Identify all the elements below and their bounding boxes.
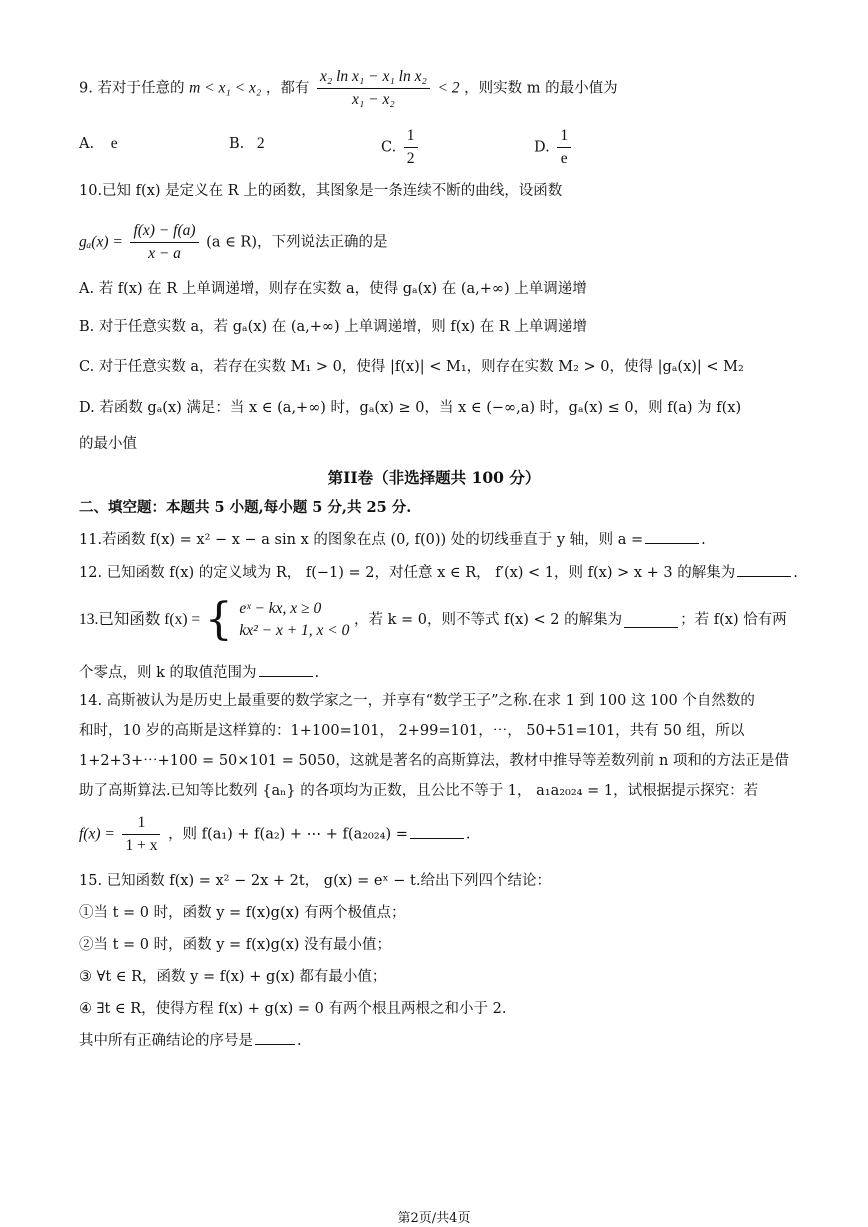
page-number: 第2页/共4页 xyxy=(397,1211,471,1226)
question-9: 9. 若对于任意的 m < x₁ < x₂ ，都有 $\frac{\text{x₂ ln x₁ − x₁ ln x₂}}{\text{x₁ − x₂}}$ < 2 ，则实数 m 的最小值为 xyxy=(79,68,618,108)
question-13-cont: 个零点，则 k 的取值范围为 . xyxy=(79,662,798,684)
q10-option-b: B. 对于任意实数 a，若 gₐ(x) 在 (a,+∞) 上单调递增，则 f(x) 在 R 上单调递增 xyxy=(79,319,587,335)
answer-blank xyxy=(255,1030,295,1045)
question-13: 13.已知函数 f(x) = { eˣ − kx, x ≥ 0 kx² − x + 1, x < 0 ，若 k = 0，则不等式 f(x) < 2 的解集为 ；若 f(x) 恰有两 xyxy=(79,594,787,645)
q9-option-d: D. $\frac{1}{e}$ xyxy=(534,127,574,168)
answer-blank xyxy=(410,824,464,839)
question-14-line1: 14. 高斯被认为是历史上最重要的数学家之一，并享有“数学王子”之称.在求 1 到 100 这 100 个自然数的 xyxy=(79,693,755,709)
question-10-definition: gₐ(x) = $\frac{f(x) - f(a)}{x - a}$ (a ∈ R)，下列说法正确的是 xyxy=(79,222,388,262)
answer-blank xyxy=(645,529,699,544)
question-14-line2: 和时，10 岁的高斯是这样算的：1+100=101， 2+99=101，⋯， 50+51=101，共有 50 组，所以 xyxy=(79,723,745,739)
q15-conclusion-2: ②当 t = 0 时，函数 y = f(x)g(x) 没有最小值； xyxy=(79,937,392,953)
q10-option-c: C. 对于任意实数 a，若存在实数 M₁ > 0，使得 |f(x)| < M₁，则存在实数 M₂ > 0，使得 |gₐ(x)| < M₂ xyxy=(79,359,744,375)
q10-option-d-cont: 的最小值 xyxy=(79,436,137,452)
piecewise-brace: { xyxy=(204,594,233,645)
q15-conclusion-4: ④ ∃t ∈ R，使得方程 f(x) + g(x) = 0 有两个根且两根之和小于 2. xyxy=(79,1001,507,1017)
question-10-stem: 10.已知 f(x) 是定义在 R 上的函数，其图象是一条连续不断的曲线，设函数 xyxy=(79,183,563,199)
q9-option-a: A. e xyxy=(79,135,118,152)
question-14-line4: 助了高斯算法.已知等比数列 {aₙ} 的各项均为正数，且公比不等于 1， a₁a₂₀₂₄ = 1，试根据提示探究：若 xyxy=(79,783,759,799)
q9-option-c: C. $\frac{1}{2}$ xyxy=(381,127,421,168)
answer-blank xyxy=(624,613,678,628)
question-15-last: 其中所有正确结论的序号是 . xyxy=(79,1030,798,1052)
q10-option-a: A. 若 f(x) 在 R 上单调递增，则存在实数 a，使得 gₐ(x) 在 (a,+∞) 上单调递增 xyxy=(79,281,587,297)
q10-option-d: D. 若函数 gₐ(x) 满足：当 x ∈ (a,+∞) 时，gₐ(x) ≥ 0，当 x ∈ (−∞,a) 时，gₐ(x) ≤ 0，则 f(a) 为 f(x) xyxy=(79,400,742,416)
question-11: 11.若函数 f(x) = x² − x − a sin x 的图象在点 (0, f(0)) 处的切线垂直于 y 轴，则 a = . xyxy=(79,529,798,551)
section-title: 第II卷（非选择题共 100 分） xyxy=(327,468,541,487)
q15-conclusion-1: ①当 t = 0 时，函数 y = f(x)g(x) 有两个极值点； xyxy=(79,905,406,921)
q9-option-b: B. 2 xyxy=(229,135,265,152)
question-14-line5: f(x) = $\frac{1}{1 + x}$ ，则 f(a₁) + f(a₂) + ⋯ + f(a₂₀₂₄) = . xyxy=(79,814,471,854)
answer-blank xyxy=(259,662,313,677)
question-15-stem: 15. 已知函数 f(x) = x² − 2x + 2t， g(x) = eˣ − t.给出下列四个结论： xyxy=(79,873,551,889)
section-heading: 二、填空题：本题共 5 小题,每小题 5 分,共 25 分. xyxy=(79,499,412,516)
answer-blank xyxy=(737,562,791,577)
question-14-line3: 1+2+3+⋯+100 = 50×101 = 5050，这就是著名的高斯算法，教材中推导等差数列前 n 项和的方法正是借 xyxy=(79,753,789,769)
q9-fraction: $\frac{\text{x₂ ln x₁ − x₁ ln x₂}}{\text{x₁ − x₂}}$ xyxy=(317,68,430,109)
question-12: 12. 已知函数 f(x) 的定义域为 R， f(−1) = 2，对任意 x ∈ R， f′(x) < 1，则 f(x) > x + 3 的解集为 . xyxy=(79,562,798,584)
piecewise-cases: eˣ − kx, x ≥ 0 kx² − x + 1, x < 0 xyxy=(239,600,350,639)
q15-conclusion-3: ③ ∀t ∈ R，函数 y = f(x) + g(x) 都有最小值； xyxy=(79,969,387,985)
